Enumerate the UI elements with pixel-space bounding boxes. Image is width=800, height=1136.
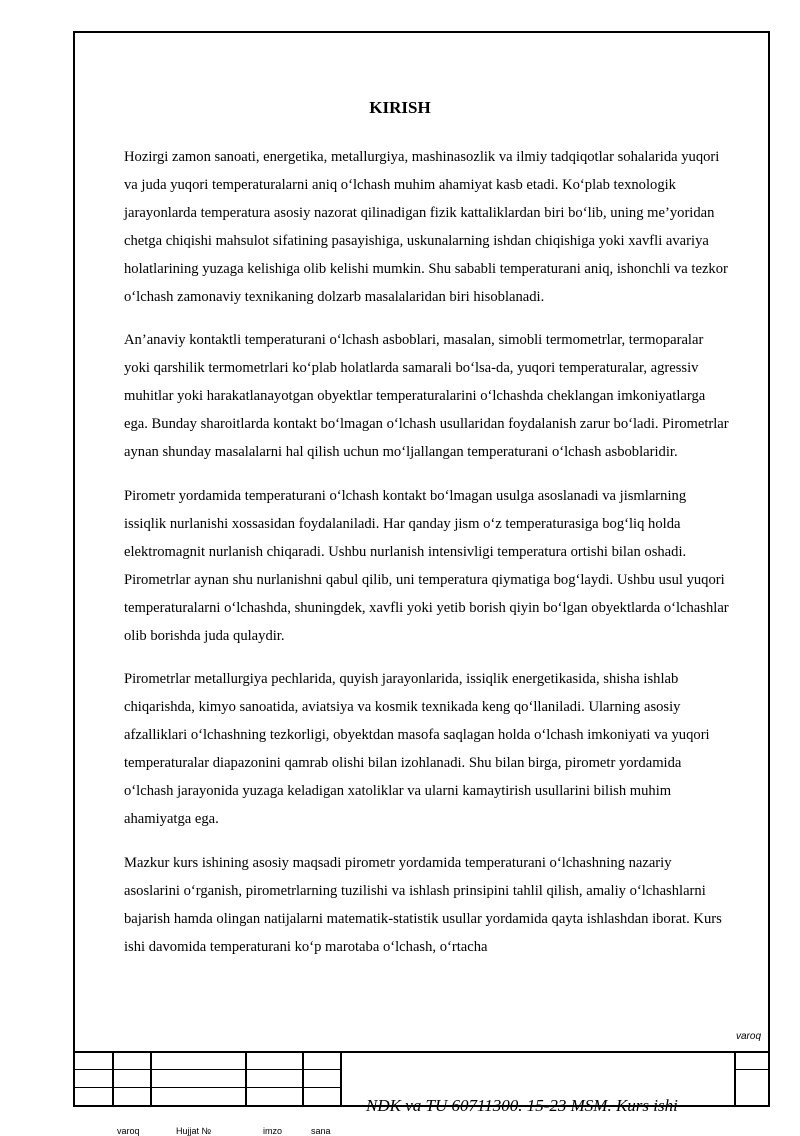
stamp-line bbox=[150, 1051, 152, 1107]
stamp-line bbox=[735, 1069, 770, 1070]
stamp-document-code: NDK va TU 60711300. 15-23 MSM. Kurs ishi bbox=[366, 1096, 678, 1115]
paragraph-2: An’anaviy kontaktli temperaturani o‘lchash asboblari, masalan, simobli termometrlar, termoparalar yoki qarshilik termometrlari ko‘plab holatlarda samarali bo‘lsa-da, yuqori temperaturalar, agressiv muhitlar yoki harakatlanayotgan obyektlar temperaturalarini o‘lchashda cheklangan imkoniyatlarga ega. Bunday sharoitlarda kontakt bo‘lmagan o‘lchash usullaridan foydalanish zarur bo‘ladi. Pirometrlar aynan shunday masalalarni hal qilish uchun mo‘ljallangan temperaturani o‘lchash asboblaridir. bbox=[124, 332, 729, 461]
stamp-line bbox=[340, 1051, 342, 1107]
paragraph-4: Pirometrlar metallurgiya pechlarida, quyish jarayonlarida, issiqlik energetikasida, shisha ishlab chiqarishda, kimyo sanoatida, aviatsiya va kosmik texnikada keng qo‘llaniladi. Ularning asosiy afzalliklari o‘lchashning tezkorligi, obyektdan masofa saqlagan holda o‘lchash imkoniyati va yuqori temperaturalar diapazonini qamrab olishi bilan izohlanadi. Shu bilan birga, pirometr yordamida o‘lchash jarayonida yuzaga keladigan xatoliklar va ularni kamaytirish usullarini bilish muhim ahamiyatga ega. bbox=[124, 671, 710, 827]
stamp-column-sheet: varoq bbox=[117, 1126, 140, 1136]
document-body bbox=[124, 144, 730, 977]
page-title: KIRISH bbox=[369, 98, 431, 117]
stamp-column-date: sana bbox=[311, 1126, 331, 1136]
stamp-line bbox=[73, 1051, 770, 1053]
paragraph-1: Hozirgi zamon sanoati, energetika, metallurgiya, mashinasozlik va ilmiy tadqiqotlar sohalarida yuqori va juda yuqori temperaturalarni aniq o‘lchash muhim ahamiyat kasb etadi. Ko‘plab texnologik jarayonlarda temperatura asosiy nazorat qilinadigan fizik kattaliklardan biri bo‘lib, uning me’yoridan chetga chiqishi mahsulot sifatining pasayishiga, uskunalarning ishdan chiqishiga yoki xavfli avariya holatlarining yuzaga kelishiga olib kelishi mumkin. Shu sababli temperaturani aniq, ishonchli va tezkor o‘lchash zamonaviy texnikaning dolzarb masalalaridan biri hisoblanadi. bbox=[124, 149, 728, 305]
stamp-column-signature: imzo bbox=[263, 1126, 283, 1136]
stamp-line bbox=[302, 1051, 304, 1107]
paragraph-5: Mazkur kurs ishining asosiy maqsadi pirometr yordamida temperaturani o‘lchashning nazariy asoslarini o‘rganish, pirometrlarning tuzilishi va ishlash prinsipini tahlil qilish, amaliy o‘lchashlarni bajarish hamda olingan natijalarni matematik-statistik usullar yordamida qayta ishlashdan iborat. Kurs ishi davomida temperaturani ko‘p marotaba o‘lchash, o‘rtacha bbox=[124, 854, 722, 955]
stamp-line bbox=[112, 1051, 114, 1107]
stamp-line bbox=[245, 1051, 247, 1107]
paragraph-3: Pirometr yordamida temperaturani o‘lchash kontakt bo‘lmagan usulga asoslanadi va jismlarning issiqlik nurlanishi xossasidan foydalaniladi. Har qanday jism o‘z temperaturasiga bog‘liq holda elektromagnit nurlanish chiqaradi. Ushbu nurlanish intensivligi temperatura ortishi bilan oshadi. Pirometrlar aynan shu nurlanishni qabul qilib, uni temperatura qiymatiga bog‘laydi. Ushbu usul yuqori temperaturalarni o‘lchashda, shuningdek, xavfli yoki yetib borish qiyin bo‘lgan obyektlarda o‘lchashlar olib borishda juda qulaydir. bbox=[124, 487, 729, 644]
stamp-column-document-number: Hujjat № bbox=[176, 1126, 212, 1136]
stamp-line bbox=[734, 1051, 736, 1107]
sheet-label: varoq bbox=[736, 1031, 762, 1042]
